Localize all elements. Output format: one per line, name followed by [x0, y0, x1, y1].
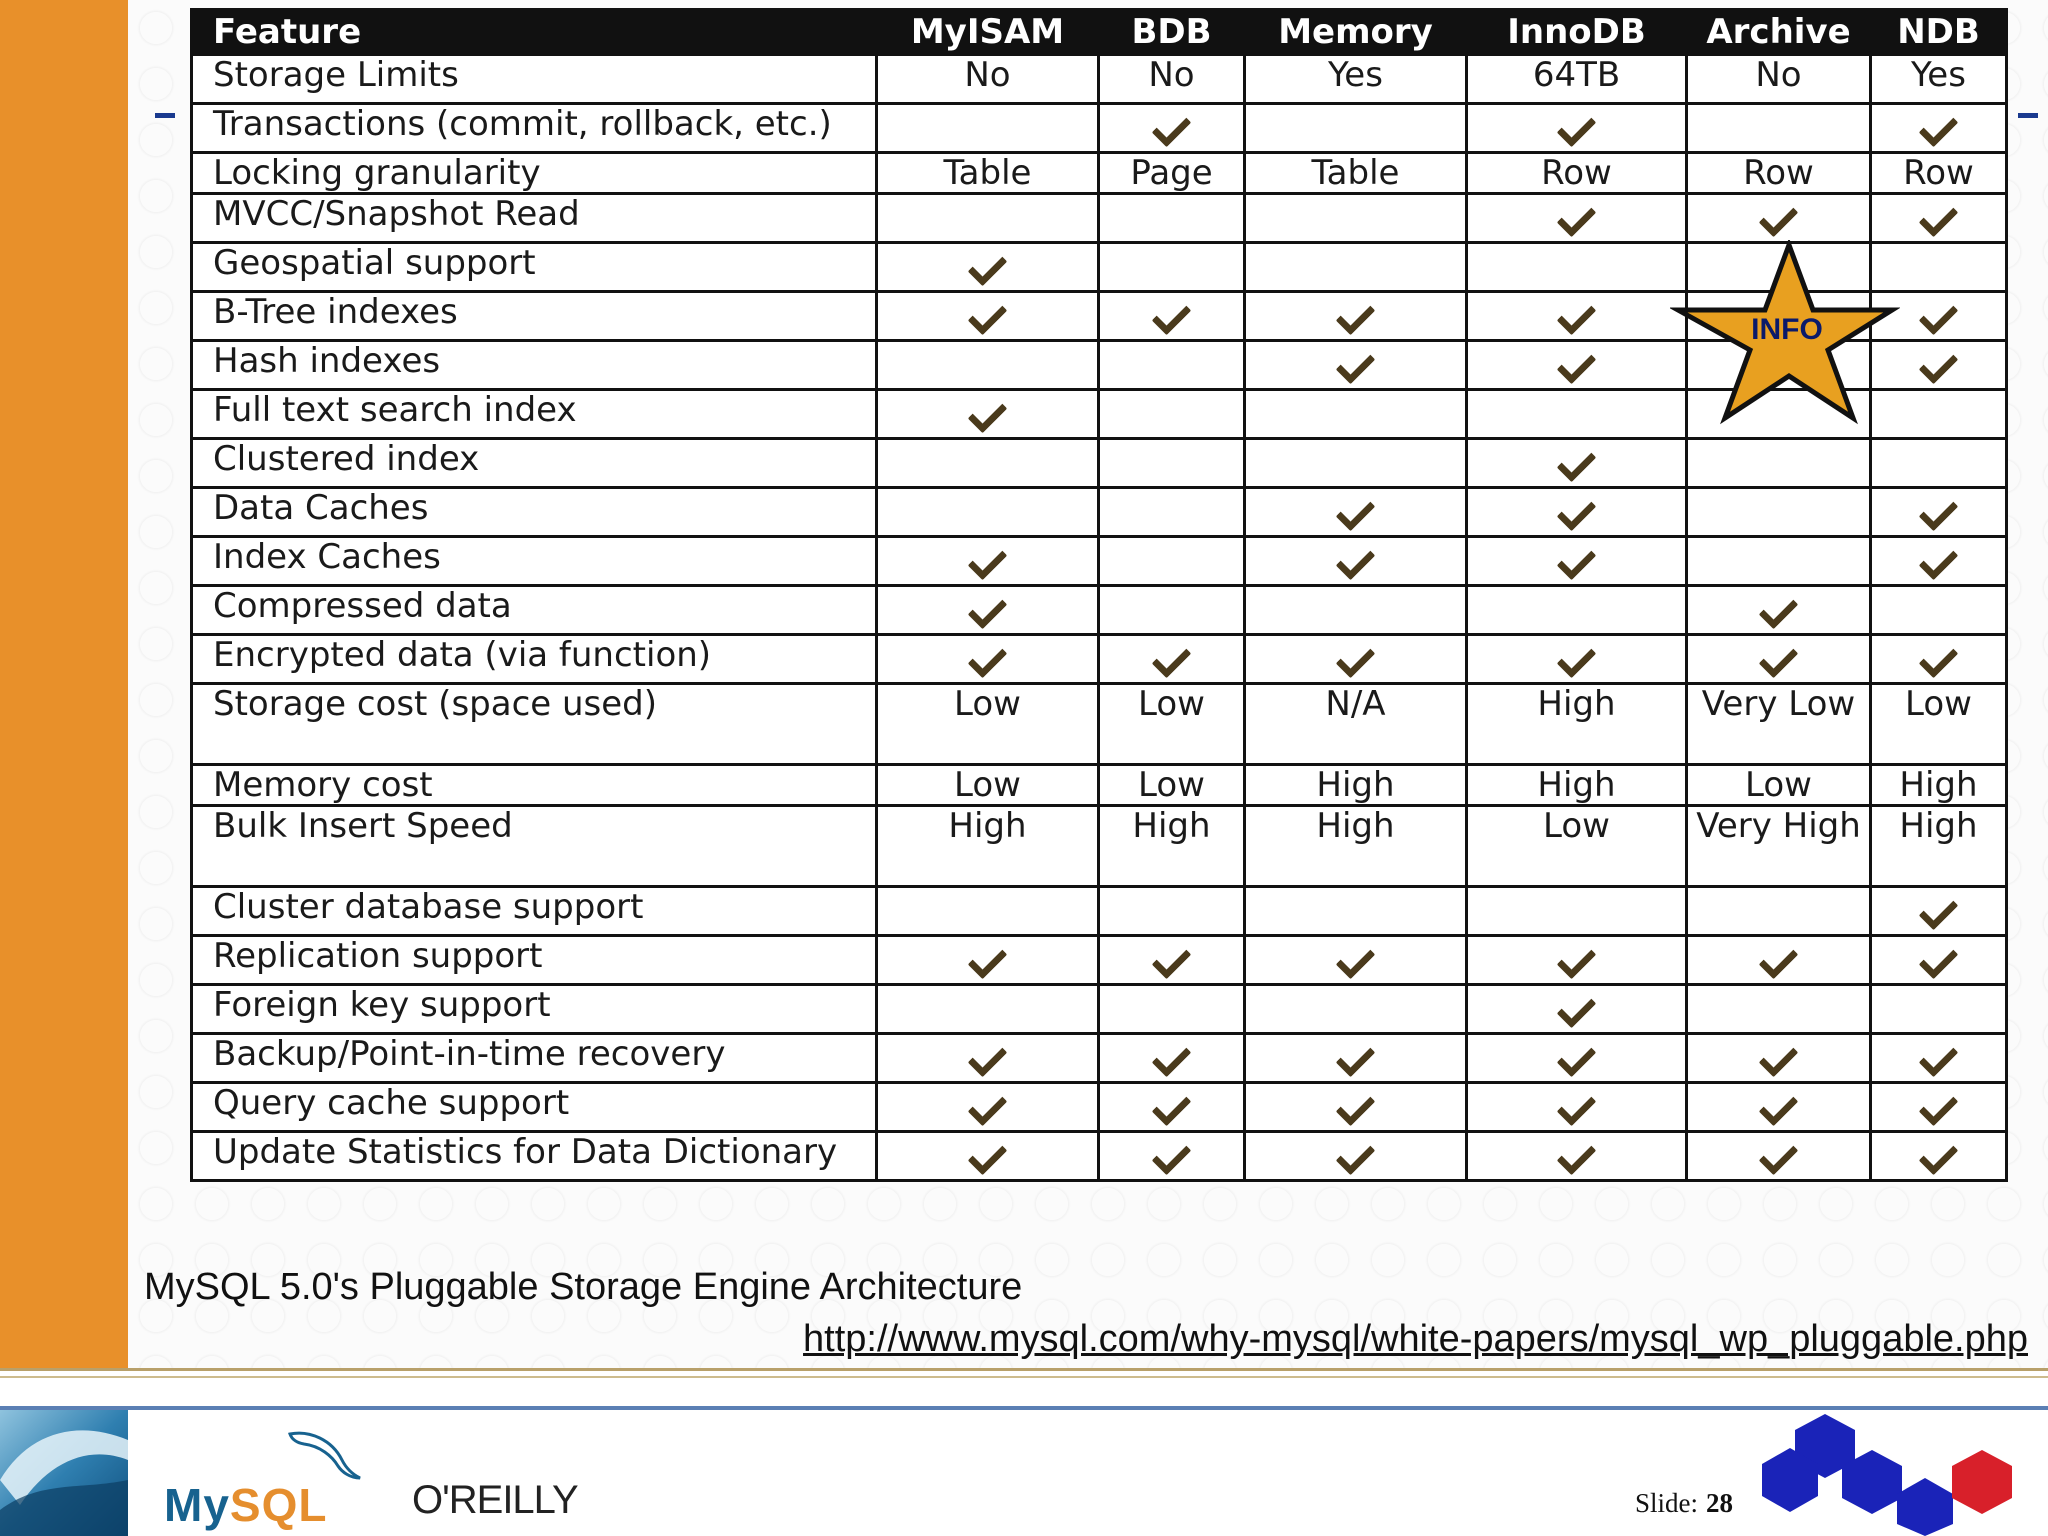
value-cell [1245, 806, 1467, 887]
feature-name: Compressed data [192, 586, 877, 635]
supported-cell [1871, 537, 2007, 586]
supported-cell [1099, 1083, 1245, 1132]
checkmark-icon [1557, 108, 1597, 148]
value-cell [1871, 55, 2007, 104]
value-cell [1245, 153, 1467, 194]
checkmark-icon [1919, 198, 1959, 238]
checkmark-icon [1557, 296, 1597, 336]
feature-name: Memory cost [192, 765, 877, 806]
cell-value: Row [1743, 153, 1814, 193]
column-header-ndb: NDB [1871, 10, 2007, 55]
empty-cell [1099, 390, 1245, 439]
supported-cell [1687, 1083, 1871, 1132]
value-cell [1099, 153, 1245, 194]
supported-cell [877, 1083, 1099, 1132]
table-row [192, 936, 2007, 985]
column-header-bdb: BDB [1099, 10, 1245, 55]
checkmark-icon [1557, 198, 1597, 238]
checkmark-icon [968, 1087, 1008, 1127]
supported-cell [1099, 1132, 1245, 1181]
cell-value: High [1316, 765, 1395, 805]
cell-value: Low [1905, 684, 1972, 724]
right-dash-mark [2018, 113, 2038, 118]
value-cell [1099, 684, 1245, 765]
empty-cell [1245, 586, 1467, 635]
empty-cell [1099, 341, 1245, 390]
checkmark-icon [1336, 1136, 1376, 1176]
value-cell [1871, 684, 2007, 765]
table-row [192, 1083, 2007, 1132]
supported-cell [1099, 1034, 1245, 1083]
checkmark-icon [1919, 345, 1959, 385]
empty-cell [1871, 586, 2007, 635]
checkmark-icon [1152, 1136, 1192, 1176]
value-cell [1687, 55, 1871, 104]
feature-name: Locking granularity [192, 153, 877, 194]
checkmark-icon [1557, 639, 1597, 679]
checkmark-icon [1759, 1087, 1799, 1127]
value-cell [1099, 765, 1245, 806]
cell-value: Page [1130, 153, 1213, 193]
slide-indicator [1635, 1488, 1733, 1519]
empty-cell [1467, 887, 1687, 936]
checkmark-icon [1336, 940, 1376, 980]
checkmark-icon [1919, 492, 1959, 532]
table-row [192, 985, 2007, 1034]
supported-cell [877, 292, 1099, 341]
value-cell [877, 55, 1099, 104]
checkmark-icon [1336, 1087, 1376, 1127]
checkmark-icon [968, 940, 1008, 980]
value-cell [877, 806, 1099, 887]
checkmark-icon [1152, 1087, 1192, 1127]
empty-cell [1099, 488, 1245, 537]
value-cell [877, 153, 1099, 194]
supported-cell [1245, 936, 1467, 985]
supported-cell [1871, 1132, 2007, 1181]
cell-value: Low [1138, 684, 1205, 724]
empty-cell [1245, 985, 1467, 1034]
column-header-innodb: InnoDB [1467, 10, 1687, 55]
table-header-row [192, 10, 2007, 55]
cell-value: High [948, 806, 1027, 846]
checkmark-icon [1336, 1038, 1376, 1078]
empty-cell [1099, 985, 1245, 1034]
table-row [192, 887, 2007, 936]
footer-divider [0, 1368, 2048, 1408]
empty-cell [1687, 488, 1871, 537]
checkmark-icon [1152, 940, 1192, 980]
column-header-feature: Feature [192, 10, 877, 55]
checkmark-icon [1557, 940, 1597, 980]
checkmark-icon [968, 296, 1008, 336]
value-cell [1467, 55, 1687, 104]
supported-cell [1467, 537, 1687, 586]
checkmark-icon [1759, 590, 1799, 630]
supported-cell [877, 586, 1099, 635]
supported-cell [1245, 537, 1467, 586]
supported-cell [1099, 292, 1245, 341]
checkmark-icon [1557, 1136, 1597, 1176]
cell-value: Row [1903, 153, 1974, 193]
hexagon-logo [1760, 1410, 2030, 1536]
supported-cell [1687, 635, 1871, 684]
checkmark-icon [1152, 108, 1192, 148]
value-cell [877, 684, 1099, 765]
cell-value: High [1537, 765, 1616, 805]
empty-cell [1099, 537, 1245, 586]
empty-cell [1245, 887, 1467, 936]
table-body [192, 55, 2007, 1181]
supported-cell [1871, 104, 2007, 153]
info-star-badge [1670, 240, 1900, 430]
supported-cell [1687, 194, 1871, 243]
cell-value: Low [1745, 765, 1812, 805]
supported-cell [1871, 936, 2007, 985]
empty-cell [1687, 439, 1871, 488]
supported-cell [1099, 936, 1245, 985]
table-row [192, 488, 2007, 537]
empty-cell [1099, 586, 1245, 635]
empty-cell [1245, 104, 1467, 153]
checkmark-icon [1919, 1136, 1959, 1176]
value-cell [1099, 55, 1245, 104]
supported-cell [1687, 1034, 1871, 1083]
feature-name: Replication support [192, 936, 877, 985]
feature-name: Data Caches [192, 488, 877, 537]
storage-engine-feature-table [190, 8, 2008, 1182]
empty-cell [1245, 390, 1467, 439]
cell-value: High [1316, 806, 1395, 846]
feature-name: Full text search index [192, 390, 877, 439]
feature-name: Index Caches [192, 537, 877, 586]
supported-cell [1871, 635, 2007, 684]
value-cell [1245, 684, 1467, 765]
slide-number: 28 [1706, 1488, 1734, 1518]
cell-value: Very Low [1701, 684, 1856, 724]
cell-value: Yes [1328, 55, 1383, 95]
supported-cell [1467, 635, 1687, 684]
cell-value: Yes [1911, 55, 1966, 95]
supported-cell [1871, 194, 2007, 243]
empty-cell [1467, 586, 1687, 635]
empty-cell [877, 194, 1099, 243]
supported-cell [1871, 488, 2007, 537]
supported-cell [877, 1034, 1099, 1083]
value-cell [1687, 153, 1871, 194]
empty-cell [1099, 194, 1245, 243]
checkmark-icon [968, 541, 1008, 581]
supported-cell [1871, 1034, 2007, 1083]
checkmark-icon [1759, 198, 1799, 238]
supported-cell [1467, 488, 1687, 537]
empty-cell [1099, 439, 1245, 488]
checkmark-icon [1557, 1038, 1597, 1078]
empty-cell [1099, 887, 1245, 936]
value-cell [877, 765, 1099, 806]
supported-cell [1245, 341, 1467, 390]
supported-cell [877, 635, 1099, 684]
value-cell [1687, 806, 1871, 887]
table-row [192, 153, 2007, 194]
checkmark-icon [1557, 492, 1597, 532]
feature-name: Storage Limits [192, 55, 877, 104]
value-cell [1871, 806, 2007, 887]
table-row [192, 194, 2007, 243]
slide-footer [0, 1410, 2048, 1536]
checkmark-icon [968, 639, 1008, 679]
checkmark-icon [1152, 1038, 1192, 1078]
checkmark-icon [1557, 541, 1597, 581]
supported-cell [1245, 488, 1467, 537]
supported-cell [1467, 985, 1687, 1034]
supported-cell [1245, 292, 1467, 341]
supported-cell [1871, 1083, 2007, 1132]
supported-cell [1871, 887, 2007, 936]
supported-cell [877, 390, 1099, 439]
supported-cell [1687, 936, 1871, 985]
checkmark-icon [1759, 1038, 1799, 1078]
checkmark-icon [1919, 891, 1959, 931]
cell-value: N/A [1325, 684, 1386, 724]
table-row [192, 55, 2007, 104]
empty-cell [1467, 243, 1687, 292]
value-cell [1467, 153, 1687, 194]
empty-cell [1687, 104, 1871, 153]
column-header-memory: Memory [1245, 10, 1467, 55]
feature-name: Hash indexes [192, 341, 877, 390]
feature-name: Cluster database support [192, 887, 877, 936]
checkmark-icon [1919, 108, 1959, 148]
supported-cell [1467, 1034, 1687, 1083]
cell-value: High [1132, 806, 1211, 846]
value-cell [1245, 55, 1467, 104]
empty-cell [1687, 985, 1871, 1034]
supported-cell [877, 936, 1099, 985]
checkmark-icon [1557, 989, 1597, 1029]
empty-cell [877, 488, 1099, 537]
supported-cell [1467, 292, 1687, 341]
empty-cell [1245, 439, 1467, 488]
value-cell [1467, 684, 1687, 765]
cell-value: 64TB [1532, 55, 1621, 95]
empty-cell [1871, 985, 2007, 1034]
table-row [192, 1034, 2007, 1083]
value-cell [1687, 765, 1871, 806]
sidebar-accent [0, 0, 128, 1368]
empty-cell [1871, 439, 2007, 488]
dolphin-icon [280, 1426, 370, 1486]
checkmark-icon [968, 1136, 1008, 1176]
cell-value: High [1537, 684, 1616, 724]
checkmark-icon [1336, 639, 1376, 679]
supported-cell [1467, 341, 1687, 390]
feature-name: Storage cost (space used) [192, 684, 877, 765]
empty-cell [877, 341, 1099, 390]
left-dash-mark [155, 113, 175, 118]
feature-name: Encrypted data (via function) [192, 635, 877, 684]
supported-cell [1467, 1083, 1687, 1132]
feature-name: Backup/Point-in-time recovery [192, 1034, 877, 1083]
cell-value: No [1755, 55, 1802, 95]
supported-cell [877, 243, 1099, 292]
table-row [192, 684, 2007, 765]
checkmark-icon [1557, 443, 1597, 483]
supported-cell [1467, 439, 1687, 488]
checkmark-icon [1919, 296, 1959, 336]
column-header-archive: Archive [1687, 10, 1871, 55]
cell-value: Row [1541, 153, 1612, 193]
supported-cell [1245, 635, 1467, 684]
checkmark-icon [1557, 345, 1597, 385]
supported-cell [1099, 635, 1245, 684]
feature-name: B-Tree indexes [192, 292, 877, 341]
supported-cell [1245, 1083, 1467, 1132]
source-link[interactable]: http://www.mysql.com/why-mysql/white-papers/mysql_wp_pluggable.php [803, 1318, 2028, 1360]
table-row [192, 635, 2007, 684]
empty-cell [877, 985, 1099, 1034]
checkmark-icon [968, 247, 1008, 287]
feature-name: Foreign key support [192, 985, 877, 1034]
checkmark-icon [1152, 639, 1192, 679]
table-row [192, 537, 2007, 586]
supported-cell [1687, 1132, 1871, 1181]
feature-name: Clustered index [192, 439, 877, 488]
slide-label-text: Slide: [1635, 1488, 1699, 1518]
table-row [192, 765, 2007, 806]
checkmark-icon [968, 394, 1008, 434]
checkmark-icon [1919, 639, 1959, 679]
checkmark-icon [1759, 940, 1799, 980]
supported-cell [1245, 1132, 1467, 1181]
value-cell [1245, 765, 1467, 806]
feature-name: Query cache support [192, 1083, 877, 1132]
checkmark-icon [1919, 541, 1959, 581]
cell-value: Low [954, 765, 1021, 805]
column-header-myisam: MyISAM [877, 10, 1099, 55]
table-row [192, 104, 2007, 153]
checkmark-icon [1919, 1038, 1959, 1078]
oreilly-logo: O'REILLY [412, 1478, 578, 1522]
checkmark-icon [1336, 541, 1376, 581]
cell-value: Table [1311, 153, 1400, 193]
cell-value: High [1899, 806, 1978, 846]
empty-cell [1687, 887, 1871, 936]
info-star-label: INFO [1751, 313, 1823, 346]
wave-image [0, 1410, 128, 1536]
empty-cell [1245, 243, 1467, 292]
value-cell [1871, 765, 2007, 806]
empty-cell [1467, 390, 1687, 439]
cell-value: No [964, 55, 1011, 95]
value-cell [1467, 806, 1687, 887]
cell-value: Table [943, 153, 1032, 193]
supported-cell [1467, 1132, 1687, 1181]
feature-name: Geospatial support [192, 243, 877, 292]
supported-cell [877, 1132, 1099, 1181]
supported-cell [877, 537, 1099, 586]
supported-cell [1099, 104, 1245, 153]
table-row [192, 1132, 2007, 1181]
cell-value: No [1148, 55, 1195, 95]
empty-cell [877, 104, 1099, 153]
empty-cell [877, 439, 1099, 488]
cell-value: Low [1138, 765, 1205, 805]
checkmark-icon [968, 1038, 1008, 1078]
table-row [192, 806, 2007, 887]
empty-cell [1687, 537, 1871, 586]
checkmark-icon [1759, 1136, 1799, 1176]
cell-value: High [1899, 765, 1978, 805]
empty-cell [877, 887, 1099, 936]
supported-cell [1245, 1034, 1467, 1083]
supported-cell [1467, 936, 1687, 985]
value-cell [1467, 765, 1687, 806]
checkmark-icon [1336, 345, 1376, 385]
value-cell [1687, 684, 1871, 765]
value-cell [1871, 153, 2007, 194]
checkmark-icon [1557, 1087, 1597, 1127]
cell-value: Very High [1696, 806, 1861, 846]
table-row [192, 439, 2007, 488]
supported-cell [1467, 194, 1687, 243]
feature-name: Transactions (commit, rollback, etc.) [192, 104, 877, 153]
checkmark-icon [1152, 296, 1192, 336]
empty-cell [1099, 243, 1245, 292]
value-cell [1099, 806, 1245, 887]
feature-name: MVCC/Snapshot Read [192, 194, 877, 243]
mysql-logo [160, 1426, 360, 1536]
feature-name: Update Statistics for Data Dictionary [192, 1132, 877, 1181]
checkmark-icon [1336, 492, 1376, 532]
supported-cell [1467, 104, 1687, 153]
checkmark-icon [1919, 940, 1959, 980]
empty-cell [1245, 194, 1467, 243]
checkmark-icon [1919, 1087, 1959, 1127]
cell-value: Low [954, 684, 1021, 724]
checkmark-icon [1336, 296, 1376, 336]
supported-cell [1687, 586, 1871, 635]
checkmark-icon [968, 590, 1008, 630]
cell-value: Low [1543, 806, 1610, 846]
feature-name: Bulk Insert Speed [192, 806, 877, 887]
table-row [192, 586, 2007, 635]
slide-caption: MySQL 5.0's Pluggable Storage Engine Architecture [144, 1266, 1023, 1308]
checkmark-icon [1759, 639, 1799, 679]
mysql-wordmark: MySQL [164, 1479, 328, 1531]
